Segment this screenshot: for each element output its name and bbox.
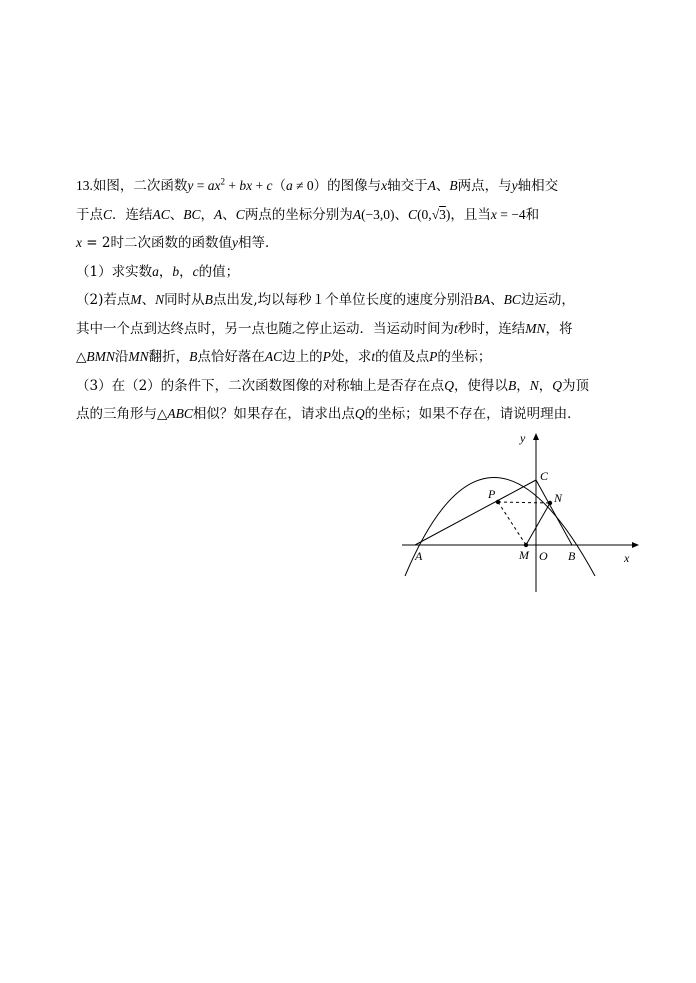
segment-PM-dashed xyxy=(498,502,526,545)
parabola-curve xyxy=(405,478,595,577)
segment-MN xyxy=(526,503,550,545)
segment-BC xyxy=(536,480,572,545)
segment-PN-dashed xyxy=(498,502,550,503)
problem-line-1: 13.如图，二次函数$y = ax^2$ + bx + c（a ≠ 0）的图像与x轴交于A、B两点，与y轴相交 xyxy=(76,176,559,194)
question-2-line-1: （2)若点M、N同时从B点出发,均以每秒１个单位长度的速度分别沿BA、BC边运动， xyxy=(76,292,575,308)
question-3-line-1: （3）在（2）的条件下，二次函数图像的对称轴上是否存在点Q，使得以B，N，Q为顶 xyxy=(76,377,589,394)
label-y: y xyxy=(520,431,526,445)
label-N: N xyxy=(554,491,563,505)
label-C: C xyxy=(540,469,549,483)
question-1: （1）求实数a，b，c的值； xyxy=(76,263,240,280)
parabola-diagram xyxy=(400,430,645,600)
label-x: x xyxy=(624,551,630,565)
label-O: O xyxy=(539,549,548,563)
point-N xyxy=(548,501,552,505)
question-2-line-3: △BMN沿MN翻折，B点恰好落在AC边上的P处，求t的值及点P的坐标； xyxy=(76,349,492,365)
point-P xyxy=(496,500,500,504)
problem-number: 13. xyxy=(76,178,93,193)
label-A: A xyxy=(415,549,423,563)
label-P: P xyxy=(488,487,496,501)
parabola-figure xyxy=(400,430,645,600)
segment-AC xyxy=(415,480,536,545)
problem-line-2: 于点C．连结AC、BC，A、C两点的坐标分别为A(−3,0)、C(0,√3)，且当x = −4和 xyxy=(76,206,540,223)
point-M xyxy=(524,543,528,547)
label-M: M xyxy=(519,548,529,562)
problem-13 xyxy=(76,172,636,429)
label-B: B xyxy=(568,549,576,563)
problem-line-3: x = 2时二次函数的函数值y相等． xyxy=(76,235,279,251)
question-3-line-2: 点的三角形与△ABC相似？如果存在，请求出点Q的坐标；如果不存在，请说明理由． xyxy=(76,406,581,422)
question-2-line-2: 其中一个点到达终点时，另一点也随之停止运动．当运动时间为t秒时，连结MN，将 xyxy=(76,320,573,337)
